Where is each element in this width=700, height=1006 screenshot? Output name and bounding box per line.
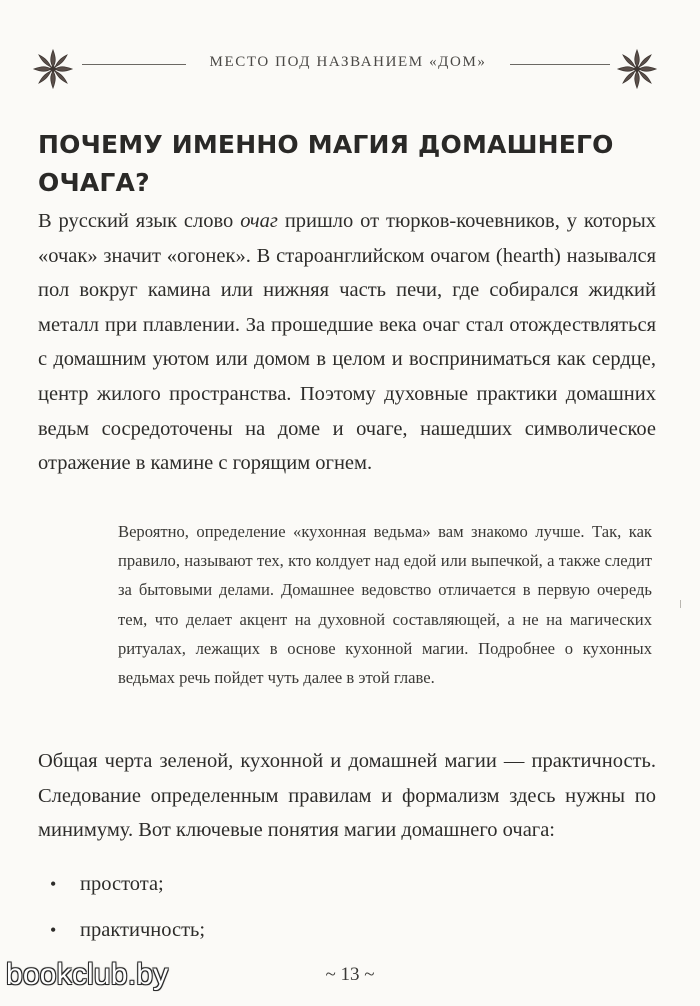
emphasized-word: очаг (240, 210, 278, 232)
watermark: bookclub.by (6, 958, 169, 991)
flower-ornament-icon (614, 46, 660, 92)
section-heading-line-1: ПОЧЕМУ ИМЕННО МАГИЯ ДОМАШНЕГО (38, 130, 614, 159)
list-item (38, 916, 658, 944)
page-number: ~ 13 ~ (325, 964, 375, 985)
body-paragraph-1 (38, 204, 656, 481)
list-item-text: простота; (80, 873, 164, 895)
list-item-text: практичность; (80, 919, 206, 941)
paragraph-1-rest: пришло от тюрков-кочевников, у которых «очак» значит «огонек». В староанглийском очагом (hearth) назывался пол вокруг камина или нижняя часть печи, где собирался жидкий металл при плавлении. За прошедшие века очаг стал отождествляться с домашним уютом или домом в целом и восприниматься как сердце, центр жилого пространства. Поэтому духовные практики домашних ведьм сосредоточены на доме и очаге, нашедших символическое отражение в камине с горящим огнем. (38, 210, 656, 475)
bullet-icon: • (50, 920, 57, 940)
header-rule-left (82, 64, 186, 65)
running-header (0, 42, 700, 98)
body-paragraph-2: Общая черта зеленой, кухонной и домашней магии — практичность. Следование определенным правилам и формализм здесь нужны по минимуму. Вот ключевые понятия магии домашнего очага: (38, 750, 656, 842)
section-heading (38, 126, 658, 202)
section-heading-line-2: ОЧАГА? (38, 168, 150, 197)
list-item (38, 870, 658, 898)
key-concepts-list (38, 870, 658, 962)
margin-mark (680, 600, 681, 608)
flower-ornament-icon (30, 46, 76, 92)
paragraph-1-start: В русский язык слово (38, 210, 241, 232)
bullet-icon: • (50, 874, 57, 894)
indented-aside-paragraph: Вероятно, определение «кухонная ведьма» вам знакомо лучше. Так, как правило, называют тех, кто колдует над едой или выпечкой, а также следит за бытовыми делами. Домашнее ведовство отличается в первую очередь тем, что делает акцент на духовной составляющей, а не на магических ритуалах, лежащих в основе кухонной магии. Подробнее о кухонных ведьмах речь пойдет чуть далее в этой главе. (118, 522, 652, 688)
header-rule-right (510, 64, 610, 65)
running-header-title: МЕСТО ПОД НАЗВАНИЕМ «ДОМ» (209, 54, 487, 70)
